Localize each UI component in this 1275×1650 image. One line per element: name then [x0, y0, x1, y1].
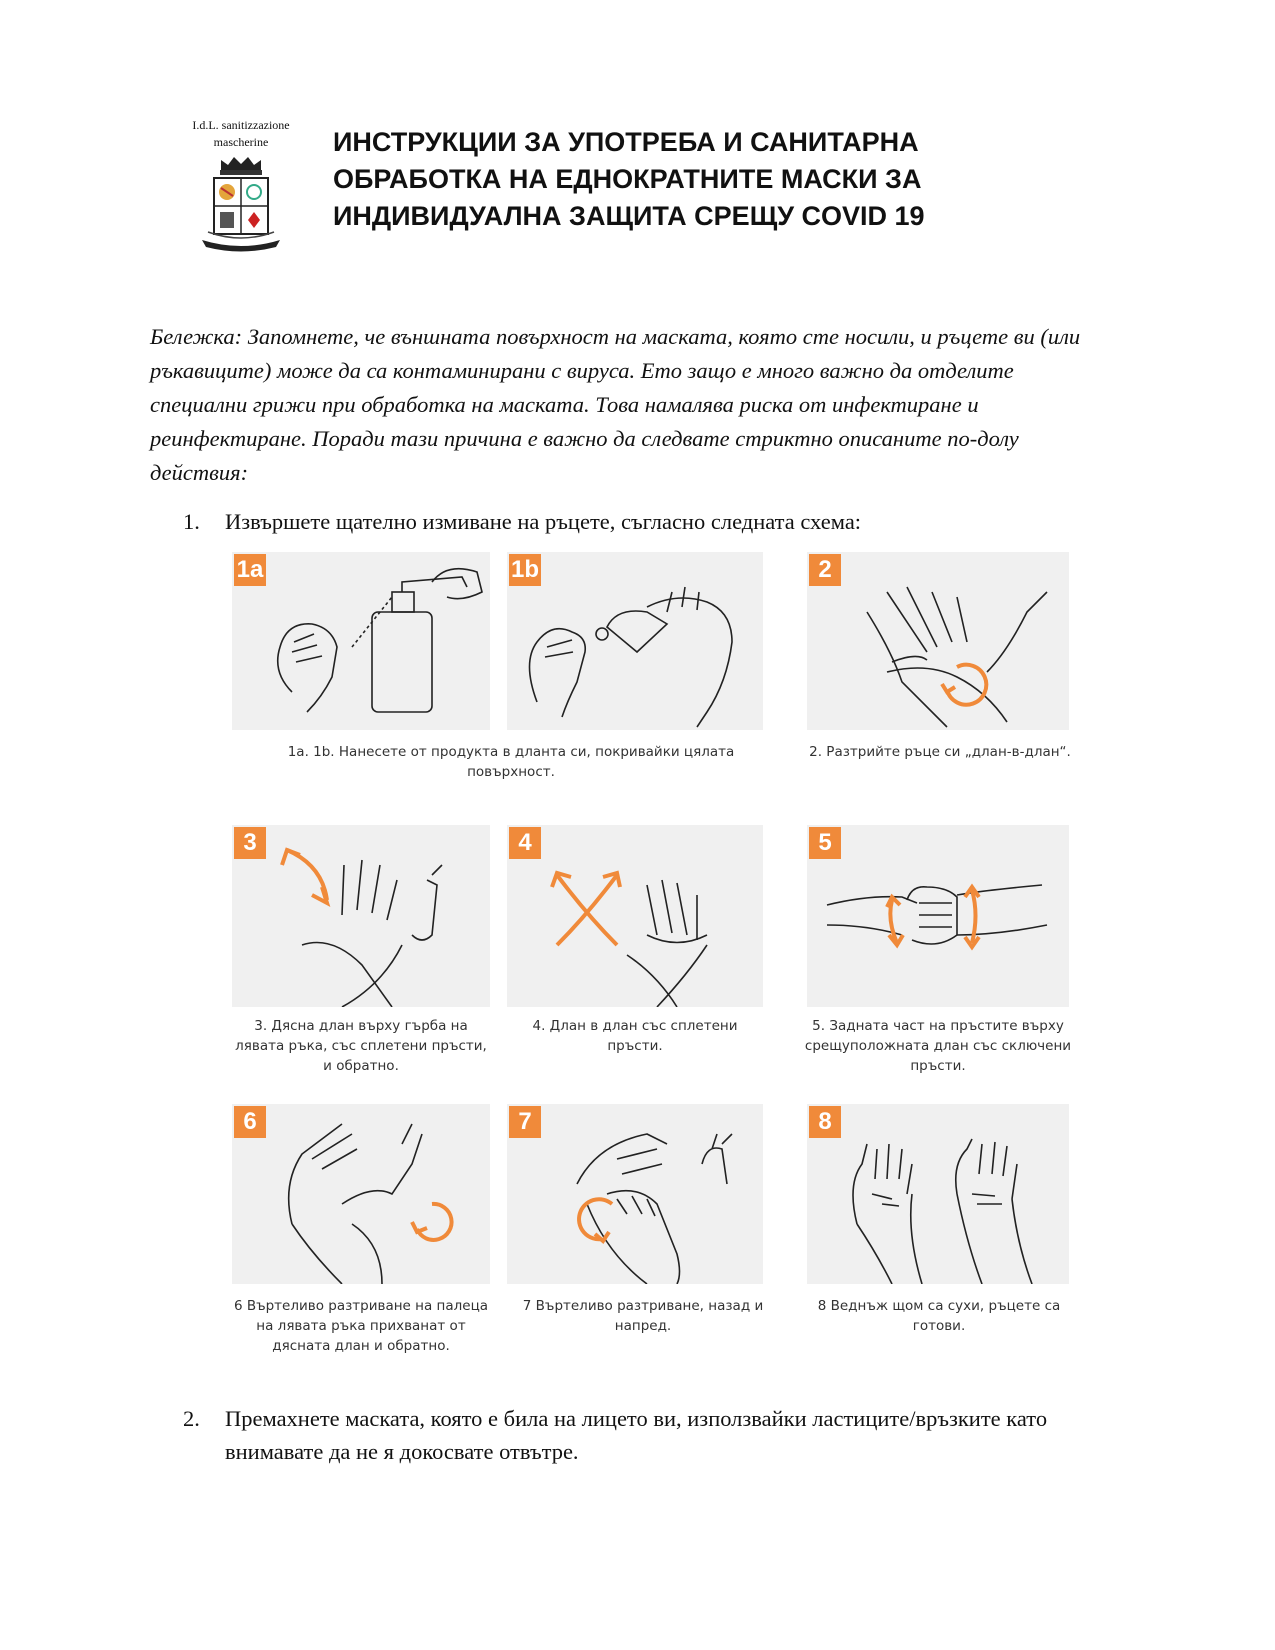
step-3-illustration [232, 825, 490, 1007]
page-title: ИНСТРУКЦИИ ЗА УПОТРЕБА И САНИТАРНА ОБРАБОТКА НА ЕДНОКРАТНИТЕ МАСКИ ЗА ИНДИВИДУАЛНА ЗАЩИТА СРЕЩУ COVID 19 [333, 127, 925, 231]
step-4-illustration [507, 825, 763, 1007]
step-6-illustration [232, 1104, 490, 1284]
dispenser-hand-icon [232, 552, 490, 730]
step-number: 1. [183, 509, 200, 534]
step-badge: 6 [234, 1106, 266, 1138]
logo-text-line2: mascherine [213, 135, 269, 149]
step-badge: 7 [509, 1106, 541, 1138]
caption-5: 5. Задната част на пръстите върху срещуположната длан със сключени пръсти. [804, 1018, 1072, 1074]
step-text: Премахнете маската, която е била на лицето ви, използвайки ластиците/връзките като внимавате да не я докосвате отвътре. [225, 1406, 1048, 1464]
interlaced-fingers-icon [507, 825, 763, 1007]
palm-to-palm-icon [807, 552, 1069, 730]
dry-hands-icon [807, 1104, 1069, 1284]
caption-1a-1b: 1a. 1b. Нанесете от продукта в дланта си, покривайки цялата повърхност. [287, 744, 735, 780]
step-1b-illustration [507, 552, 763, 730]
step-badge: 5 [809, 827, 841, 859]
coat-of-arms-icon [196, 152, 286, 252]
step-2-illustration [807, 552, 1069, 730]
caption-2: 2. Разтрийте ръце си „длан-в-длан“. [809, 744, 1071, 760]
pour-product-icon [507, 552, 763, 730]
step-text: Извършете щателно измиване на ръцете, съгласно следната схема: [225, 509, 862, 534]
step-badge: 4 [509, 827, 541, 859]
step-badge: 8 [809, 1106, 841, 1138]
step-badge: 2 [809, 554, 841, 586]
logo [183, 118, 299, 253]
step-number: 2. [183, 1406, 200, 1431]
thumb-rotation-icon [232, 1104, 490, 1284]
caption-6: 6 Въртеливо разтриване на палеца на лявата ръка прихванат от дясната длан и обратно. [233, 1298, 489, 1354]
note-paragraph: Бележка: Запомнете, че външната повърхност на маската, която сте носили, и ръцете ви (или ръкавиците) може да са контаминирани с вируса. Ето защо е много важно да отделите специални грижи при обработка на маската. Това намалява риска от инфектиране и реинфектиране. Поради тази причина е важно да следвате стриктно описаните по-долу действия: [150, 324, 1081, 485]
caption-3: 3. Дясна длан върху гърба на лявата ръка, със сплетени пръсти, и обратно. [235, 1018, 487, 1074]
step-badge: 3 [234, 827, 266, 859]
step-7-illustration [507, 1104, 763, 1284]
fingers-locked-icon [807, 825, 1069, 1007]
caption-4: 4. Длан в длан със сплетени пръсти. [532, 1018, 738, 1054]
caption-7: 7 Въртеливо разтриване, назад и напред. [522, 1298, 764, 1334]
caption-8: 8 Веднъж щом са сухи, ръцете са готови. [817, 1298, 1061, 1334]
logo-text-line1: I.d.L. sanitizzazione [192, 118, 290, 132]
step-5-illustration [807, 825, 1069, 1007]
back-of-hand-icon [232, 825, 490, 1007]
step-badge: 1b [509, 554, 541, 586]
fingertip-rotation-icon [507, 1104, 763, 1284]
step-1a-illustration [232, 552, 490, 730]
step-badge: 1a [234, 554, 266, 586]
step-8-illustration [807, 1104, 1069, 1284]
